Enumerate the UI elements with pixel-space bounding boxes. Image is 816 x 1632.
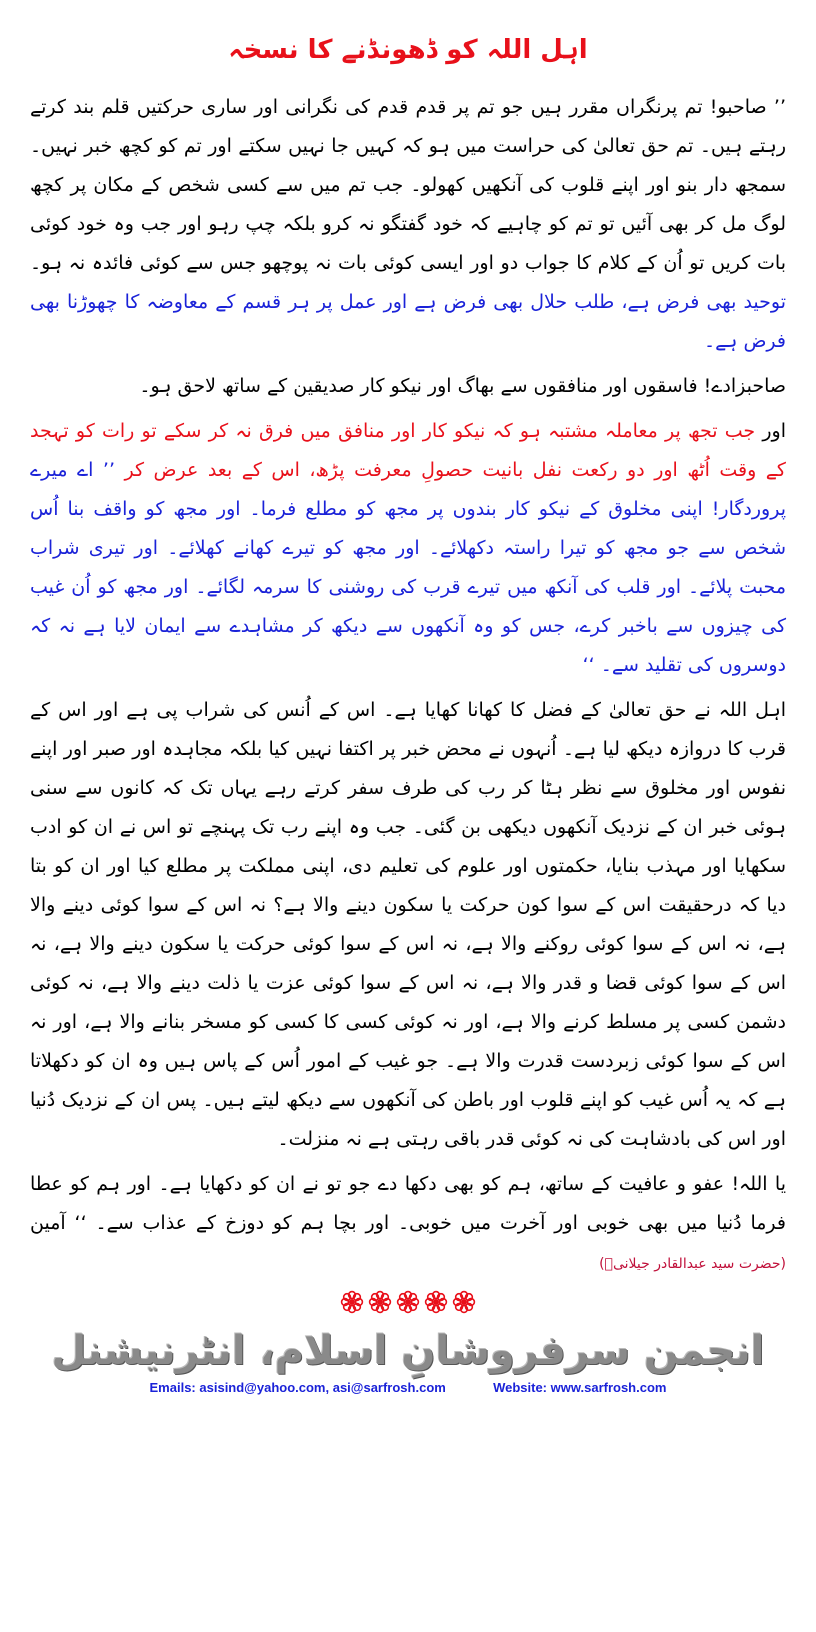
paragraph-5-text: یا اللہ! عفو و عافیت کے ساتھ، ہم کو بھی دکھا دے جو تو نے ان کو دکھایا ہے۔ اور ہم کو عطا فرما دُنیا میں بھی خوبی اور آخرت میں خوبی۔ اور بچا ہم کو دوزخ کے عذاب سے۔ ‘‘ آمین (30, 1173, 786, 1234)
organization-logo: انجمن سرفروشانِ اسلام، انٹرنیشنل (51, 1328, 765, 1374)
paragraph-4: اہل اللہ نے حق تعالیٰ کے فضل کا کھانا کھایا ہے۔ اس کے اُنس کی شراب پی ہے اور اس کے قرب کا دروازہ دیکھ لیا ہے۔ اُنہوں نے محض خبر پر اکتفا نہیں کیا بلکہ مجاہدہ اور صبر اور اپنے نفوس اور مخلوق سے نظر ہٹا کر رب کی طرف سفر کرتے رہے یہاں تک کہ کانوں سے سنی ہوئی خبر ان کے نزدیک آنکھوں دیکھی بن گئی۔ جب وہ اپنے رب تک پہنچے تو اس نے ان کو ادب سکھایا اور مہذب بنایا، حکمتوں اور علوم کی تعلیم دی، اپنی مملکت پر مطلع کیا اور ان کو بتا دیا کہ درحقیقت اس کے سوا کون حرکت یا سکون دینے والا ہے؟ نہ اس کے سوا کوئی دینے والا ہے، نہ اس کے سوا کوئی روکنے والا ہے، نہ اس کے سوا کوئی حرکت یا سکون دینے والا ہے، نہ اس کے سوا کوئی قضا و قدر والا ہے، نہ اس کے سوا کوئی عزت یا ذلت دینے والا ہے، نہ کوئی دشمن کسی پر مسلط کرنے والا ہے، اور نہ کوئی کسی کا کسی کو مسخر بنانے والا ہے، اور نہ اس کے سوا کوئی زبردست قدرت والا ہے۔ جو غیب کے امور اُس کے پاس ہیں وہ ان کو دکھلاتا ہے کہ یہ اُس غیب کو اپنے قلوب اور باطن کی آنکھوں سے دیکھ لیتے ہیں۔ پس ان کے نزدیک دُنیا اور اس کی بادشاہت کی نہ کوئی قدر باقی رہتی ہے نہ منزلت۔ (30, 699, 786, 1150)
flower-ornament-icon (368, 1290, 392, 1314)
flower-ornament-icon (340, 1290, 364, 1314)
emails-label: Emails: (149, 1380, 196, 1395)
attribution: (حضرت سید عبدالقادر جیلانیؒ) (599, 1256, 786, 1272)
paragraph-3-prayer: ’’ اے میرے پروردگار! اپنی مخلوق کے نیکو کار بندوں پر مجھ کو مطلع فرما۔ اور مجھ کو واقف بنا اُس شخص سے جو مجھ کو تیرا راستہ دکھلائے۔ اور مجھ کو تیرے کھانے کھلائے۔ اور تیری شراب محبت پلائے۔ اور قلب کی آنکھ میں تیرے قرب کی روشنی کا سرمہ لگائے۔ اور مجھ کو اُن غیب کی چیزوں سے باخبر کرے، جس کو وہ آنکھوں سے دیکھ کر مشاہدے سے ایمان لایا ہے نہ کہ دوسروں کی تقلید سے۔ ‘‘ (30, 459, 786, 676)
contact-line (30, 1380, 786, 1395)
emails-value[interactable]: asisind@yahoo.com, asi@sarfrosh.com (199, 1380, 446, 1395)
paragraph-5 (30, 1165, 786, 1284)
article (30, 20, 786, 1395)
flower-ornament-icon (424, 1290, 448, 1314)
paragraph-2: صاحبزادے! فاسقوں اور منافقوں سے بھاگ اور نیکو کار صدیقین کے ساتھ لاحق ہو۔ (139, 375, 786, 397)
page-title: اہل اللہ کو ڈھونڈنے کا نسخہ (228, 35, 588, 65)
flower-ornament-icon (396, 1290, 420, 1314)
paragraph-3-instruction: جب تجھ پر معاملہ مشتبہ ہو کہ نیکو کار اور منافق میں فرق نہ کر سکے تو رات کو تہجد کے وقت اُٹھ اور دو رکعت نفل بانیت حصولِ معرفت پڑھ، اس کے بعد عرض کر (30, 420, 786, 481)
flower-ornament-icon (452, 1290, 476, 1314)
paragraph-1-text: ’’ صاحبو! تم پرنگراں مقرر ہیں جو تم پر قدم قدم کی نگرانی اور ساری حرکتیں قلم بند کرتے رہتے ہیں۔ تم حق تعالیٰ کی حراست میں ہو کہ کہیں جا نہیں سکتے اور تم کو کچھ خبر نہیں۔ سمجھ دار بنو اور اپنے قلوب کی آنکھیں کھولو۔ جب تم میں سے کسی شخص کے مکان پر کچھ لوگ مل کر بھی آئیں تو تم کو چاہیے کہ خود گفتگو نہ کرو بلکہ چپ رہو اور جب وہ خود کوئی بات کریں تو اُن کے کلام کا جواب دو اور ایسی کوئی بات نہ پوچھو جس سے کوئی فائدہ نہ ہو۔ (30, 96, 786, 274)
paragraph-3-lead: اور (762, 420, 786, 442)
website-label: Website: (493, 1380, 548, 1395)
website-value[interactable]: www.sarfrosh.com (550, 1380, 667, 1395)
ornament-row (30, 1290, 786, 1318)
paragraph-1 (30, 88, 786, 361)
paragraph-1-highlight: توحید بھی فرض ہے، طلب حلال بھی فرض ہے اور عمل پر ہر قسم کے معاوضہ کا چھوڑنا بھی فرض ہے۔ (30, 291, 786, 352)
paragraph-3 (30, 412, 786, 685)
